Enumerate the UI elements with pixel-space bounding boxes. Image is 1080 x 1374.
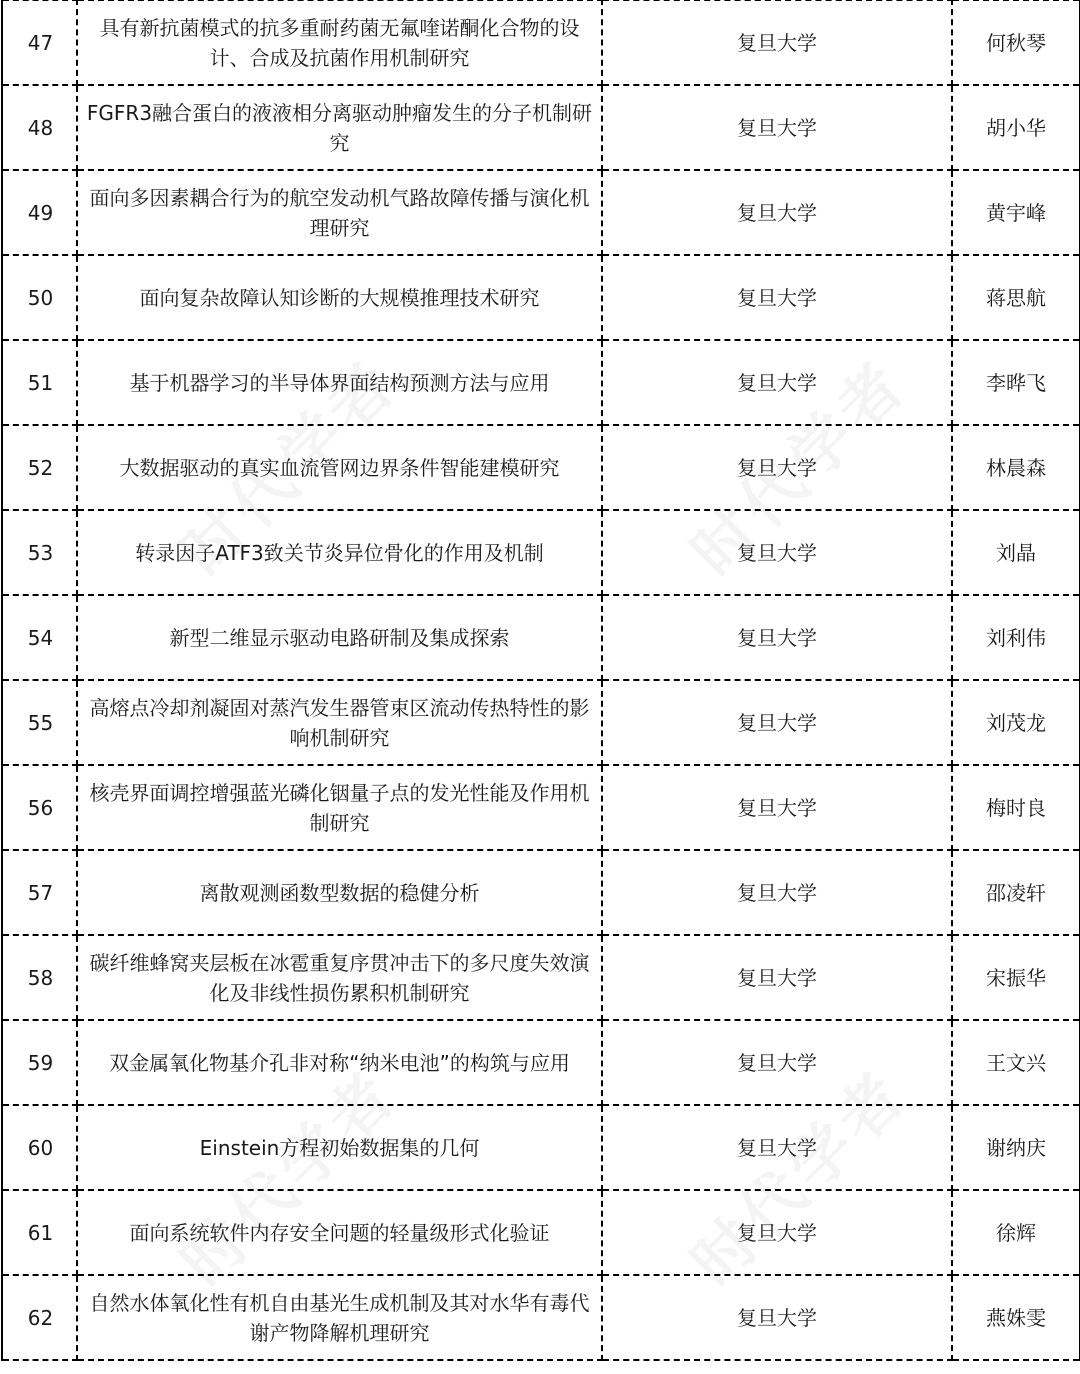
project-title: 离散观测函数型数据的稳健分析 — [77, 850, 602, 935]
project-title: 面向系统软件内存安全问题的轻量级形式化验证 — [77, 1190, 602, 1275]
project-title: 转录因子ATF3致关节炎异位骨化的作用及机制 — [77, 510, 602, 595]
researcher-name: 宋振华 — [952, 935, 1080, 1020]
table-row — [2, 425, 1080, 510]
institution: 复旦大学 — [602, 170, 952, 255]
project-title: 新型二维显示驱动电路研制及集成探索 — [77, 595, 602, 680]
project-title: 具有新抗菌模式的抗多重耐药菌无氟喹诺酮化合物的设计、合成及抗菌作用机制研究 — [77, 0, 602, 85]
researcher-name: 蒋思航 — [952, 255, 1080, 340]
row-number: 59 — [2, 1020, 77, 1105]
table-row — [2, 170, 1080, 255]
row-number: 60 — [2, 1105, 77, 1190]
project-table — [1, 0, 1080, 1361]
project-title: 基于机器学习的半导体界面结构预测方法与应用 — [77, 340, 602, 425]
researcher-name: 刘茂龙 — [952, 680, 1080, 765]
institution: 复旦大学 — [602, 680, 952, 765]
row-number: 56 — [2, 765, 77, 850]
table-row — [2, 765, 1080, 850]
project-title: 面向复杂故障认知诊断的大规模推理技术研究 — [77, 255, 602, 340]
researcher-name: 李晔飞 — [952, 340, 1080, 425]
row-number: 62 — [2, 1275, 77, 1360]
researcher-name: 刘晶 — [952, 510, 1080, 595]
row-number: 58 — [2, 935, 77, 1020]
table-row — [2, 1190, 1080, 1275]
row-number: 51 — [2, 340, 77, 425]
institution: 复旦大学 — [602, 595, 952, 680]
row-number: 52 — [2, 425, 77, 510]
institution: 复旦大学 — [602, 255, 952, 340]
researcher-name: 邵凌轩 — [952, 850, 1080, 935]
table-row — [2, 1020, 1080, 1105]
row-number: 54 — [2, 595, 77, 680]
row-number: 53 — [2, 510, 77, 595]
institution: 复旦大学 — [602, 510, 952, 595]
row-number: 55 — [2, 680, 77, 765]
project-title: 面向多因素耦合行为的航空发动机气路故障传播与演化机理研究 — [77, 170, 602, 255]
row-number: 50 — [2, 255, 77, 340]
table-row — [2, 85, 1080, 170]
researcher-name: 徐辉 — [952, 1190, 1080, 1275]
institution: 复旦大学 — [602, 1275, 952, 1360]
table-row — [2, 935, 1080, 1020]
researcher-name: 刘利伟 — [952, 595, 1080, 680]
institution: 复旦大学 — [602, 1020, 952, 1105]
table-row — [2, 340, 1080, 425]
table-row — [2, 850, 1080, 935]
table-row — [2, 1105, 1080, 1190]
institution: 复旦大学 — [602, 1190, 952, 1275]
project-title: 双金属氧化物基介孔非对称“纳米电池”的构筑与应用 — [77, 1020, 602, 1105]
institution: 复旦大学 — [602, 425, 952, 510]
row-number: 57 — [2, 850, 77, 935]
table-row — [2, 680, 1080, 765]
institution: 复旦大学 — [602, 340, 952, 425]
project-title: 核壳界面调控增强蓝光磷化铟量子点的发光性能及作用机制研究 — [77, 765, 602, 850]
researcher-name: 燕姝雯 — [952, 1275, 1080, 1360]
row-number: 48 — [2, 85, 77, 170]
institution: 复旦大学 — [602, 765, 952, 850]
project-title: FGFR3融合蛋白的液液相分离驱动肿瘤发生的分子机制研究 — [77, 85, 602, 170]
project-title: 碳纤维蜂窝夹层板在冰雹重复序贯冲击下的多尺度失效演化及非线性损伤累积机制研究 — [77, 935, 602, 1020]
institution: 复旦大学 — [602, 1105, 952, 1190]
project-title: 自然水体氧化性有机自由基光生成机制及其对水华有毒代谢产物降解机理研究 — [77, 1275, 602, 1360]
table-row — [2, 1275, 1080, 1360]
project-title: 高熔点冷却剂凝固对蒸汽发生器管束区流动传热特性的影响机制研究 — [77, 680, 602, 765]
researcher-name: 何秋琴 — [952, 0, 1080, 85]
institution: 复旦大学 — [602, 935, 952, 1020]
table-row — [2, 255, 1080, 340]
project-title: Einstein方程初始数据集的几何 — [77, 1105, 602, 1190]
row-number: 49 — [2, 170, 77, 255]
institution: 复旦大学 — [602, 0, 952, 85]
institution: 复旦大学 — [602, 85, 952, 170]
table-row — [2, 595, 1080, 680]
researcher-name: 王文兴 — [952, 1020, 1080, 1105]
project-title: 大数据驱动的真实血流管网边界条件智能建模研究 — [77, 425, 602, 510]
researcher-name: 黄宇峰 — [952, 170, 1080, 255]
table-row — [2, 0, 1080, 85]
researcher-name: 胡小华 — [952, 85, 1080, 170]
researcher-name: 梅时良 — [952, 765, 1080, 850]
institution: 复旦大学 — [602, 850, 952, 935]
row-number: 61 — [2, 1190, 77, 1275]
researcher-name: 谢纳庆 — [952, 1105, 1080, 1190]
table-row — [2, 510, 1080, 595]
row-number: 47 — [2, 0, 77, 85]
researcher-name: 林晨森 — [952, 425, 1080, 510]
